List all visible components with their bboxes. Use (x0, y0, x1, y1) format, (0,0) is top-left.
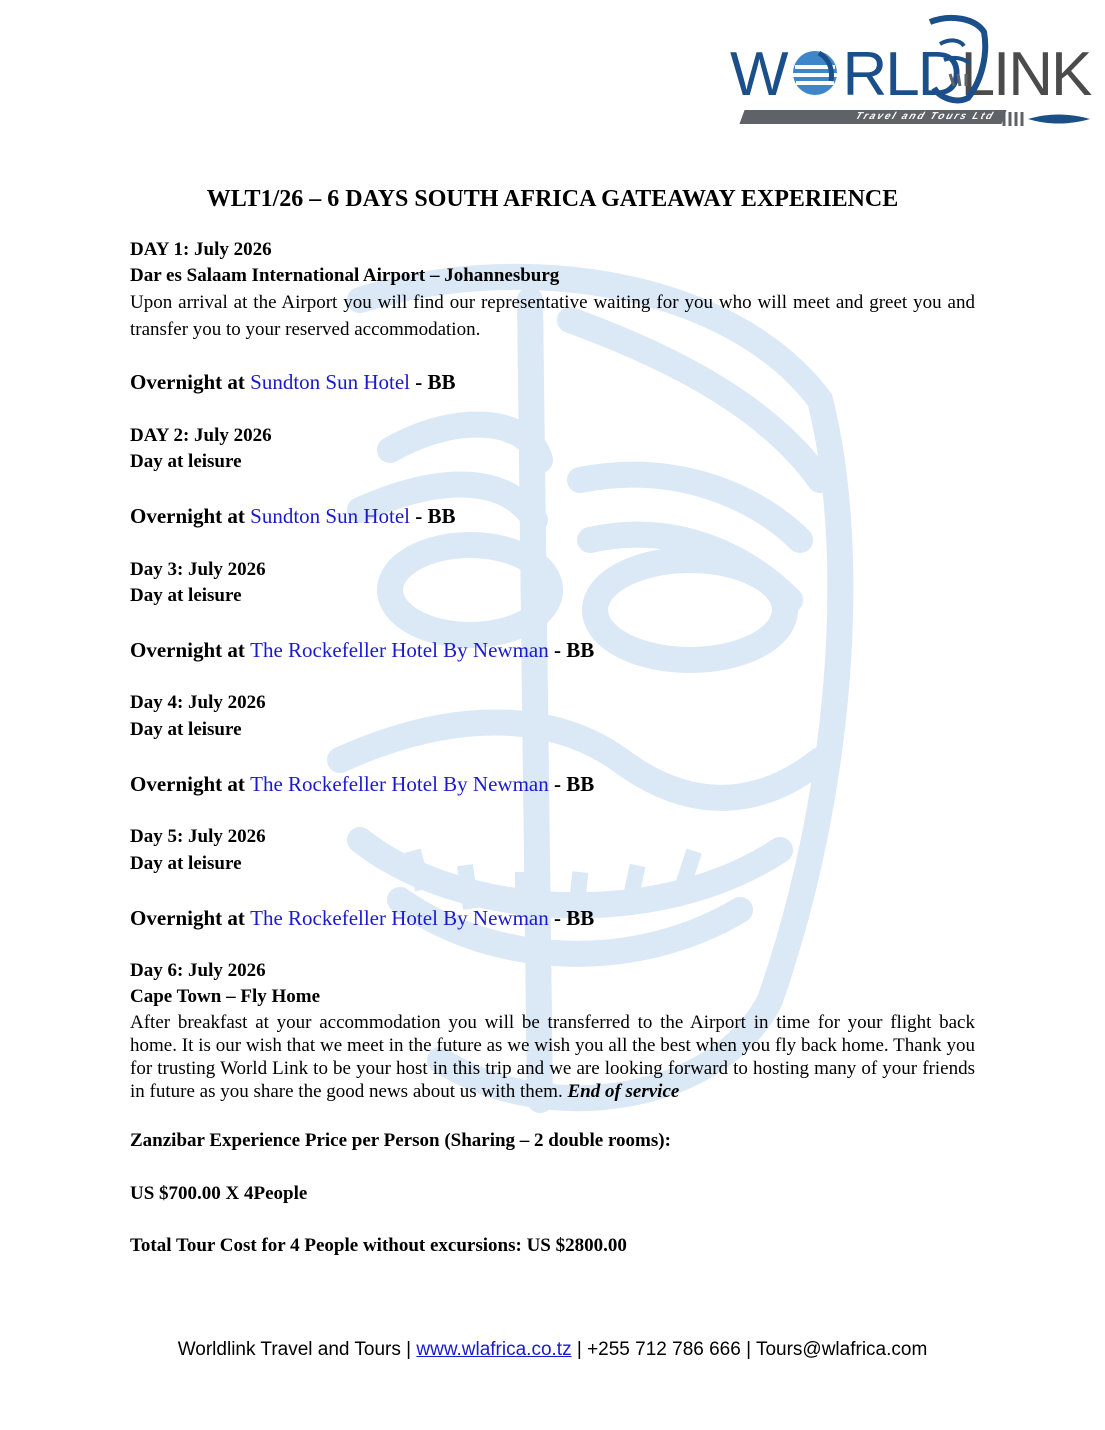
mask-icon (920, 14, 990, 104)
total-cost: Total Tour Cost for 4 People without excursions: US $2800.00 (130, 1235, 627, 1256)
day-4-overnight: Overnight at The Rockefeller Hotel By Newman - BB (130, 772, 595, 796)
price-heading: Zanzibar Experience Price per Person (Sharing – 2 double rooms): (130, 1130, 671, 1151)
hotel-name: The Rockefeller Hotel By Newman (250, 638, 549, 662)
day-5-subtitle: Day at leisure (130, 853, 242, 874)
day-5-overnight: Overnight at The Rockefeller Hotel By Newman - BB (130, 906, 595, 930)
day-3-overnight: Overnight at The Rockefeller Hotel By Newman - BB (130, 638, 595, 662)
day-3-subtitle: Day at leisure (130, 585, 242, 606)
website-link[interactable]: www.wlafrica.co.tz (416, 1339, 572, 1360)
page-title: WLT1/26 – 6 DAYS SOUTH AFRICA GATEAWAY EXPERIENCE (206, 186, 899, 212)
day-1-heading: DAY 1: July 2026 (130, 239, 272, 260)
day-2-heading: DAY 2: July 2026 (130, 425, 272, 446)
worldlink-logo (730, 14, 1091, 126)
day-2-overnight: Overnight at Sundton Sun Hotel - BB (130, 504, 456, 528)
day-3-heading: Day 3: July 2026 (130, 559, 266, 580)
price-per-person: US $700.00 X 4People (130, 1183, 308, 1204)
globe-icon (789, 47, 841, 99)
logo-tagline: Travel and Tours Ltd (739, 110, 1006, 124)
hotel-name: Sundton Sun Hotel (250, 504, 411, 528)
page-footer: Worldlink Travel and Tours | www.wlafrica.co.tz | +255 712 786 666 | Tours@wlafrica.com (177, 1339, 928, 1360)
day-2-subtitle: Day at leisure (130, 451, 242, 472)
day-6-description: After breakfast at your accommodation you will be transferred to the Airport in time for your flight back home. It is our wish that we meet in the future as we wish you all the best when you fly back home. Thank you for trusting World Link to be your host in this trip and we are looking forward to hosting many of your friends in future as you share the good news about us with them. End of service (130, 1012, 975, 1102)
day-6-subtitle: Cape Town – Fly Home (130, 986, 321, 1007)
day-5-heading: Day 5: July 2026 (130, 826, 266, 847)
day-4-heading: Day 4: July 2026 (130, 692, 266, 713)
day-1-subtitle: Dar es Salaam International Airport – Johannesburg (130, 265, 560, 286)
hotel-name: Sundton Sun Hotel (250, 370, 411, 394)
day-6-heading: Day 6: July 2026 (130, 960, 266, 981)
end-of-service: End of service (567, 1081, 680, 1102)
logo-wordmark: W RLDLINK (730, 40, 1091, 109)
hotel-name: The Rockefeller Hotel By Newman (250, 772, 549, 796)
quill-icon (1002, 110, 1092, 128)
day-4-subtitle: Day at leisure (130, 719, 242, 740)
hotel-name: The Rockefeller Hotel By Newman (250, 906, 549, 930)
day-1-description: Upon arrival at the Airport you will find our representative waiting for you who will meet and greet you and transfer you to your reserved accommodation. (130, 292, 975, 340)
day-1-overnight: Overnight at Sundton Sun Hotel - BB (130, 370, 456, 394)
